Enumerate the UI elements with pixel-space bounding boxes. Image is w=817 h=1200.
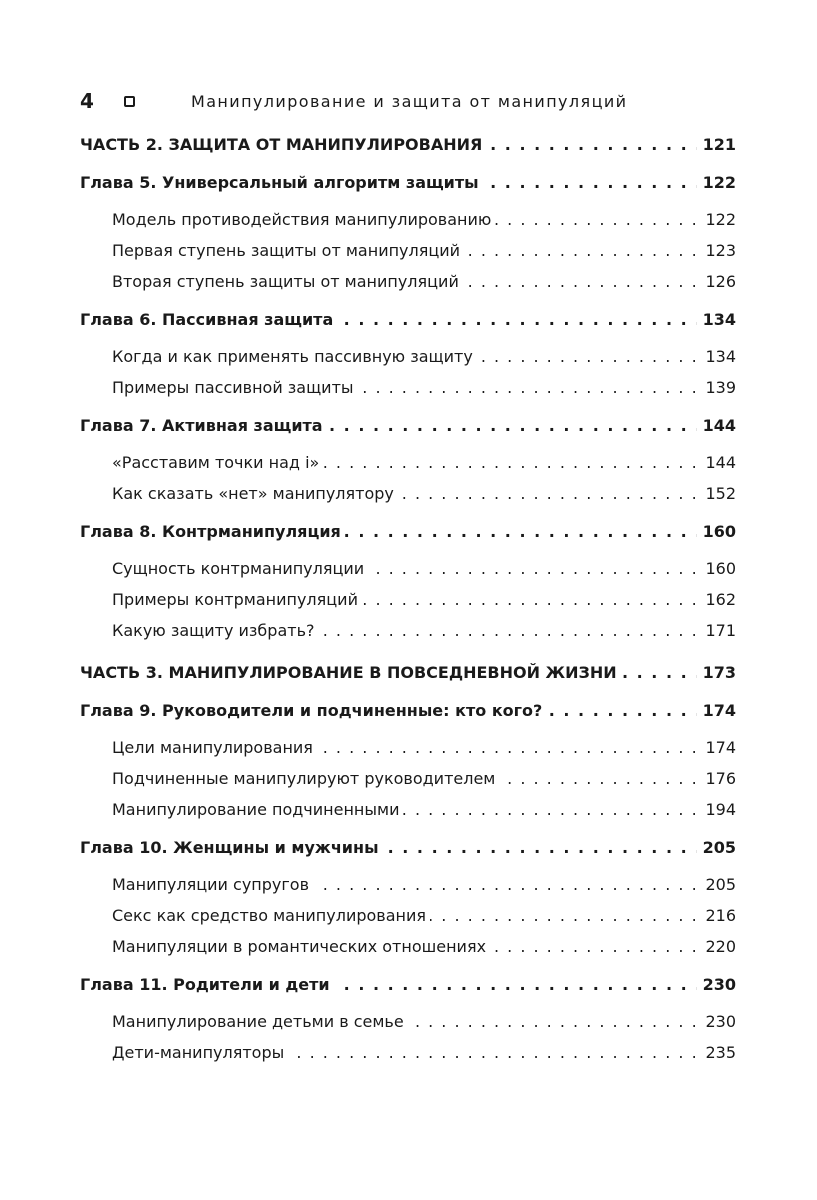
part-spacer	[80, 646, 736, 654]
toc-entry-page: 160	[697, 517, 736, 547]
toc-entry-page: 216	[699, 900, 736, 931]
toc-entry-title: . . . Манипуляции супругов	[112, 869, 313, 900]
toc-section-row[interactable]	[80, 553, 736, 584]
toc-entry-title: . . . Глава 9. Руководители и подчиненные: кто кого?	[80, 696, 546, 726]
toc-entry-page: 194	[699, 794, 736, 825]
toc-entry-title: . . . ЧАСТЬ 3. МАНИПУЛИРОВАНИЕ В ПОВСЕДНЕВНОЙ ЖИЗНИ	[80, 658, 621, 688]
toc-entry-page: 121	[697, 130, 736, 160]
toc-section-row[interactable]	[80, 584, 736, 615]
toc-entry-title: . . . ЧАСТЬ 2. ЗАЩИТА ОТ МАНИПУЛИРОВАНИЯ	[80, 130, 486, 160]
toc-section-row[interactable]	[80, 931, 736, 962]
toc-entry-page: 230	[697, 970, 736, 1000]
toc-entry-title: . . . Глава 7. Активная защита	[80, 411, 327, 441]
toc-entry-page: 174	[699, 732, 736, 763]
toc-entry-title: . . . Первая ступень защиты от манипуляций	[112, 235, 464, 266]
toc-section-row[interactable]	[80, 1037, 736, 1068]
toc-entry-title: . . . Примеры пассивной защиты	[112, 372, 358, 403]
toc-entry-title: . . . Модель противодействия манипулированию	[112, 204, 495, 235]
toc-section-row[interactable]	[80, 478, 736, 509]
toc-entry-page: 162	[699, 584, 736, 615]
toc-entry-page: 176	[699, 763, 736, 794]
toc-entry-page: 123	[699, 235, 736, 266]
toc-entry-title: . . . Сущность контрманипуляции	[112, 553, 368, 584]
toc-entry-title: . . . Глава 5. Универсальный алгоритм защиты	[80, 168, 483, 198]
toc-chapter-row[interactable]	[80, 411, 736, 441]
toc-entry-page: 122	[699, 204, 736, 235]
toc-entry-title: . . . «Расставим точки над i»	[112, 447, 323, 478]
toc-entry-title: . . . Когда и как применять пассивную защиту	[112, 341, 477, 372]
toc-entry-title: . . . Манипулирование подчиненными	[112, 794, 403, 825]
toc-entry-title: . . . Глава 11. Родители и дети	[80, 970, 334, 1000]
toc-chapter-row[interactable]	[80, 970, 736, 1000]
toc-entry-page: 144	[699, 447, 736, 478]
toc-entry-title: . . . Подчиненные манипулируют руководителем	[112, 763, 499, 794]
toc-chapter-row[interactable]	[80, 833, 736, 863]
toc-entry-page: 126	[699, 266, 736, 297]
table-of-contents	[80, 126, 736, 1068]
toc-section-row[interactable]	[80, 869, 736, 900]
square-bullet-icon	[124, 96, 135, 107]
toc-section-row[interactable]	[80, 900, 736, 931]
toc-entry-page: 152	[699, 478, 736, 509]
running-title: Манипулирование и защита от манипуляций	[191, 91, 628, 111]
toc-entry-title: . . . Вторая ступень защиты от манипуляций	[112, 266, 463, 297]
toc-entry-page: 230	[699, 1006, 736, 1037]
toc-section-row[interactable]	[80, 447, 736, 478]
toc-entry-page: 174	[697, 696, 736, 726]
toc-entry-title: . . . Как сказать «нет» манипулятору	[112, 478, 398, 509]
toc-entry-page: 171	[699, 615, 736, 646]
toc-section-row[interactable]	[80, 1006, 736, 1037]
toc-section-row[interactable]	[80, 732, 736, 763]
toc-section-row[interactable]	[80, 204, 736, 235]
toc-section-row[interactable]	[80, 372, 736, 403]
toc-entry-title: . . . Глава 8. Контрманипуляция	[80, 517, 345, 547]
page-number: 4	[80, 89, 94, 113]
page-header	[80, 88, 740, 114]
toc-entry-title: . . . Цели манипулирования	[112, 732, 317, 763]
toc-section-row[interactable]	[80, 763, 736, 794]
toc-entry-page: 173	[697, 658, 736, 688]
toc-chapter-row[interactable]	[80, 168, 736, 198]
toc-entry-page: 144	[697, 411, 736, 441]
toc-entry-page: 134	[697, 305, 736, 335]
toc-chapter-row[interactable]	[80, 696, 736, 726]
toc-entry-title: . . . Секс как средство манипулирования	[112, 900, 430, 931]
toc-entry-page: 160	[699, 553, 736, 584]
toc-section-row[interactable]	[80, 341, 736, 372]
toc-entry-page: 235	[699, 1037, 736, 1068]
toc-entry-title: . . . Глава 6. Пассивная защита	[80, 305, 337, 335]
toc-part-row[interactable]	[80, 130, 736, 160]
toc-section-row[interactable]	[80, 615, 736, 646]
toc-entry-title: . . . Примеры контрманипуляций	[112, 584, 362, 615]
toc-chapter-row[interactable]	[80, 517, 736, 547]
toc-entry-title: . . . Манипулирование детьми в семье	[112, 1006, 408, 1037]
toc-section-row[interactable]	[80, 266, 736, 297]
toc-chapter-row[interactable]	[80, 305, 736, 335]
toc-entry-page: 220	[699, 931, 736, 962]
toc-section-row[interactable]	[80, 794, 736, 825]
toc-entry-page: 139	[699, 372, 736, 403]
toc-entry-title: . . . Дети-манипуляторы	[112, 1037, 288, 1068]
toc-section-row[interactable]	[80, 235, 736, 266]
toc-entry-title: . . . Какую защиту избрать?	[112, 615, 318, 646]
toc-entry-title: . . . Глава 10. Женщины и мужчины	[80, 833, 383, 863]
toc-entry-title: . . . Манипуляции в романтических отношениях	[112, 931, 490, 962]
toc-entry-page: 134	[699, 341, 736, 372]
toc-entry-page: 205	[699, 869, 736, 900]
toc-part-row[interactable]	[80, 658, 736, 688]
toc-entry-page: 122	[697, 168, 736, 198]
toc-entry-page: 205	[697, 833, 736, 863]
